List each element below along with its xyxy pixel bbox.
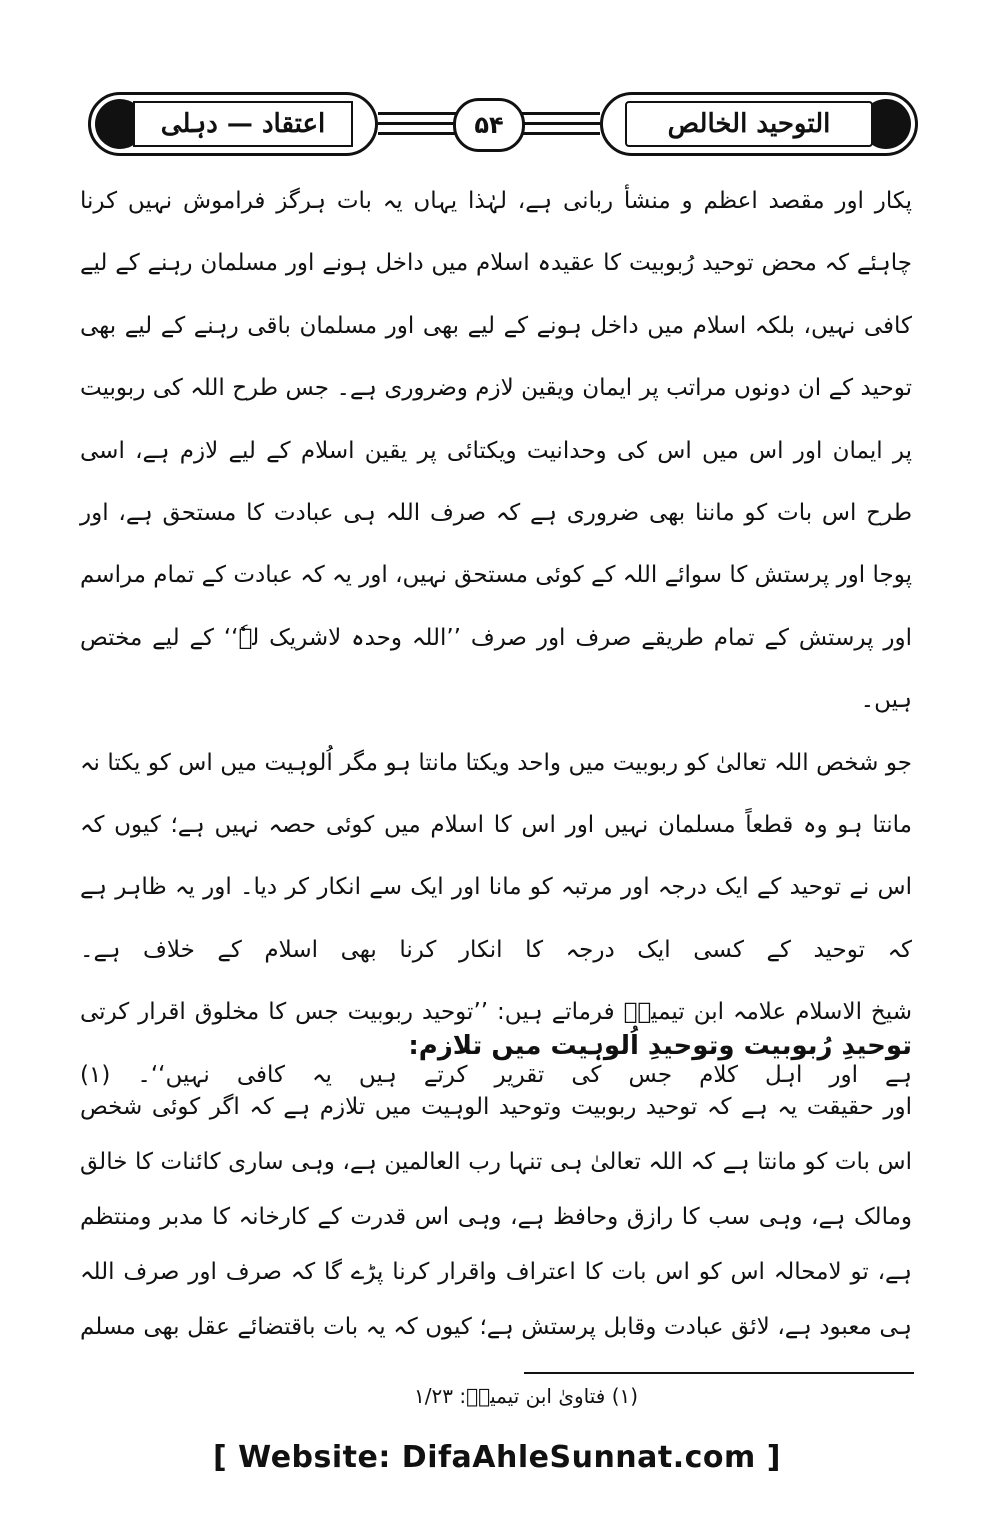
- body-text-2: [80, 1080, 912, 1355]
- paragraph-4: اور حقیقت یہ ہے کہ توحید ربوبیت وتوحید الوہیت میں تلازم ہے کہ اگر کوئی شخص اس بات کو مانتا ہے کہ اللہ تعالیٰ ہی تنہا رب العالمین ہے، وہی ساری کائنات کا خالق ومالک ہے، وہی سب کا رازق وحافظ ہے، وہی اس قدرت کے کارخانہ کا مدبر ومنتظم ہے، تو لامحالہ اس کو اس بات کا اعتراف واقرار کرنا پڑے گا کہ صرف اور صرف اللہ ہی معبود ہے، لائق عبادت وقابل پرستش ہے؛ کیوں کہ یہ بات باقتضائے عقل بھی مسلم: [80, 1094, 912, 1340]
- footnote-divider: [524, 1372, 914, 1374]
- website-banner: [ Website: DifaAhleSunnat.com ]: [213, 1440, 781, 1475]
- header-rails: [378, 106, 600, 142]
- paragraph-3-quote: شیخ الاسلام علامہ ابن تیمیہؒ فرماتے ہیں: ’’توحید ربوبیت جس کا مخلوق اقرار کرتی ہے اور اہل کلام جس کی تقریر کرتے ہیں یہ کافی نہیں‘‘۔ (۱): [80, 999, 912, 1088]
- body-text: [80, 170, 912, 1106]
- book-title-cap: [600, 92, 918, 156]
- footnote-text: (۱) فتاویٰ ابن تیمیہؒ: ۱/۲۳: [414, 1384, 639, 1408]
- paragraph-2: جو شخص اللہ تعالیٰ کو ربوبیت میں واحد ویکتا مانتا ہو مگر اُلوہیت میں اس کو یکتا نہ مانتا ہو وہ قطعاً مسلمان نہیں اور اس کا اسلام میں کوئی حصہ نہیں ہے؛ کیوں کہ اس نے توحید کے ایک درجہ اور مرتبہ کو مانا اور ایک سے انکار کر دیا۔ اور یہ ظاہر ہے کہ توحید کے کسی ایک درجہ کا انکار کرنا بھی اسلام کے خلاف ہے۔: [80, 749, 912, 963]
- chapter-title-cap: [88, 92, 378, 156]
- page-header: [88, 92, 918, 158]
- section-heading: توحیدِ رُبوبیت وتوحیدِ اُلوہیت میں تلازم:: [408, 1031, 912, 1061]
- paragraph-1: پکار اور مقصد اعظم و منشأ ربانی ہے، لہٰذا یہاں یہ بات ہرگز فراموش نہیں کرنا چاہئے کہ محض توحید رُبوبیت کا عقیدہ اسلام میں داخل ہونے اور مسلمان رہنے کے لیے کافی نہیں، بلکہ اسلام میں داخل ہونے کے لیے بھی اور مسلمان باقی رہنے کے لیے بھی توحید کے ان دونوں مراتب پر ایمان ویقین لازم وضروری ہے۔ جس طرح اللہ کی ربوبیت پر ایمان اور اس میں اس کی وحدانیت ویکتائی پر یقین اسلام کے لیے لازم ہے، اسی طرح اس بات کو ماننا بھی ضروری ہے کہ صرف اللہ ہی عبادت کا مستحق ہے، اور پوجا اور پرستش کا سوائے اللہ کے کوئی مستحق نہیں، اور یہ کہ عبادت کے تمام مراسم اور پرستش کے تمام طریقے صرف اور صرف ’’اللہ وحدہ لاشریک لہٗ‘‘ کے لیے مختص ہیں۔: [80, 188, 912, 714]
- page-number: ۵۴: [453, 98, 525, 152]
- book-title: التوحید الخالص: [625, 101, 873, 147]
- footnote: [414, 1384, 914, 1408]
- chapter-title: اعتقاد — دہلی: [133, 101, 353, 147]
